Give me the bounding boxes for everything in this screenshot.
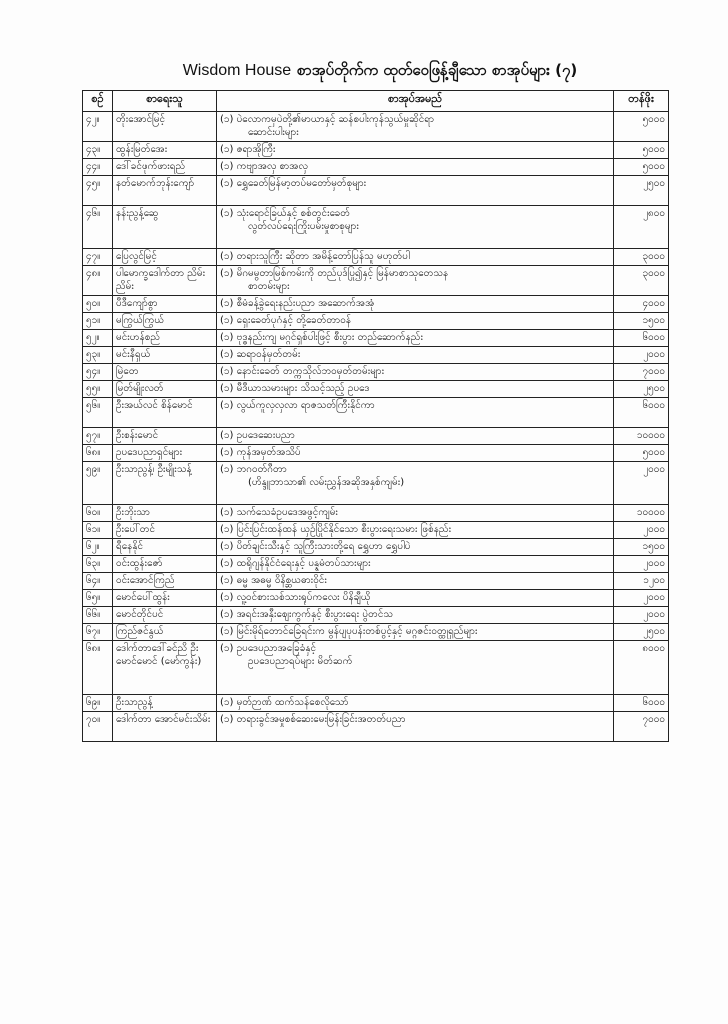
book-price: ၂၀၀၀ bbox=[614, 590, 669, 607]
author-name: ဥပဒေပညာရှင်များ bbox=[113, 445, 217, 462]
book-title-cell bbox=[217, 381, 614, 398]
book-price: ၂၀၀၀ bbox=[614, 522, 669, 539]
row-number: ၅၅။ bbox=[83, 381, 113, 398]
book-title: (၁) လူ့ဝင်စားသစ်သားရုပ်ကလေး ပိနိချီယို bbox=[220, 592, 371, 603]
author-name: ဒေါ်ခင်ဖုက်ဖားရည် bbox=[113, 159, 217, 176]
table-row bbox=[83, 445, 669, 462]
author-name: မကြွယ်ကြွယ် bbox=[113, 313, 217, 330]
author-name: ဦးပေါ်တင် bbox=[113, 522, 217, 539]
row-number: ၅၄။ bbox=[83, 364, 113, 381]
book-price: ၅၀၀၀ bbox=[614, 142, 669, 159]
table-row bbox=[83, 347, 669, 364]
author-name: ဒေါက်တာ အောင်မင်းသိမ်း bbox=[113, 712, 217, 742]
book-title: (၁) ကုန်အမှတ်အသိပ် bbox=[220, 447, 301, 458]
table-row bbox=[83, 712, 669, 742]
book-title: (၁) ရှေးခေတ်ပုဂံနှင့် တို့ခေတ်တာဝန် bbox=[220, 315, 351, 326]
row-number: ၆၅။ bbox=[83, 590, 113, 607]
author-name: ဦးအယ်လင် စိန်မောင် bbox=[113, 398, 217, 428]
author-name: မောင်တိုင်ပင် bbox=[113, 607, 217, 624]
book-price: ၃၀၀၀ bbox=[614, 266, 669, 296]
book-price: ၅၀၀၀ bbox=[614, 112, 669, 142]
table-row bbox=[83, 159, 669, 176]
book-title-cell bbox=[217, 296, 614, 313]
row-number: ၅၃။ bbox=[83, 347, 113, 364]
book-price: ၁၅၀၀ bbox=[614, 313, 669, 330]
author-name: ထွန်းမြတ်အေး bbox=[113, 142, 217, 159]
table-row bbox=[83, 206, 669, 249]
book-title-cell bbox=[217, 112, 614, 142]
row-number: ၆၀။ bbox=[83, 505, 113, 522]
row-number: ၆၇။ bbox=[83, 624, 113, 641]
book-title: (၁) ပြင်းပြင်းထန်ထန် ယှဉ်ပြိုင်နိုင်သော စီးပွားရေးသမား ဖြစ်နည်း bbox=[220, 524, 452, 535]
book-title-cell bbox=[217, 641, 614, 695]
row-number: ၄၂။ bbox=[83, 112, 113, 142]
book-price: ၂၈၀၀ bbox=[614, 206, 669, 249]
book-price: ၃၀၀၀ bbox=[614, 249, 669, 266]
book-price: ၅၀၀၀ bbox=[614, 159, 669, 176]
book-title-cell bbox=[217, 462, 614, 505]
book-title-cell bbox=[217, 330, 614, 347]
author-name: ဒေါက်တာဒေါ်ခင်ညိ ဦးမောင်မောင် (မော်ကွန်း) bbox=[113, 641, 217, 695]
table-row bbox=[83, 522, 669, 539]
book-price: ၁၂၀၀ bbox=[614, 573, 669, 590]
book-catalog-table bbox=[82, 90, 669, 742]
author-name: ဝင်းထွန်းဇော် bbox=[113, 556, 217, 573]
author-name: မောင်ပေါ်ထွန်း bbox=[113, 590, 217, 607]
table-row bbox=[83, 249, 669, 266]
table-row bbox=[83, 462, 669, 505]
book-title-cell bbox=[217, 712, 614, 742]
book-price: ၂၀၀၀ bbox=[614, 462, 669, 505]
row-number: ၅၉။ bbox=[83, 462, 113, 505]
author-name: နန်းညွန့်ဆွေ bbox=[113, 206, 217, 249]
column-header-author: စာရေးသူ bbox=[113, 91, 217, 112]
book-title: (၁) ပဲလောကမှပဲတို့၏မာယာနှင့် ဆန်စပါးကုန်သွယ်မှုဆိုင်ရာ bbox=[220, 114, 435, 125]
book-price: ၂၅၀၀ bbox=[614, 176, 669, 206]
book-title: (၁) ဥပဒေဆေးပညာ bbox=[220, 430, 295, 441]
book-title: (၁) နောင်းခေတ် တက္ကသိုလ်ဘဝမှတ်တမ်းများ bbox=[220, 366, 385, 377]
book-title: (၁) မြင်းမိုရ်တောင်ခြေရင်းက မွန်ပျပုပန်းတစ်ပွင့်နှင့် မဂ္ဂဇင်းဝတ္ထုရှည်များ bbox=[220, 626, 478, 637]
book-price: ၇၀၀၀ bbox=[614, 712, 669, 742]
author-name: ဦးစန်းမောင် bbox=[113, 428, 217, 445]
author-name: ဦးဘိုးသာ bbox=[113, 505, 217, 522]
row-number: ၆၉။ bbox=[83, 695, 113, 712]
book-title-cell bbox=[217, 539, 614, 556]
book-price: ၆၀၀၀ bbox=[614, 398, 669, 428]
table-row bbox=[83, 330, 669, 347]
table-row bbox=[83, 556, 669, 573]
book-title-cell bbox=[217, 364, 614, 381]
row-number: ၄၃။ bbox=[83, 142, 113, 159]
book-title-cell bbox=[217, 522, 614, 539]
table-row bbox=[83, 573, 669, 590]
table-row bbox=[83, 296, 669, 313]
table-header-row bbox=[83, 91, 669, 112]
author-name: နတ်မောက်ဘုန်းကျော် bbox=[113, 176, 217, 206]
book-price: ၂၀၀၀ bbox=[614, 556, 669, 573]
table-row bbox=[83, 381, 669, 398]
table-row bbox=[83, 428, 669, 445]
row-number: ၅၂။ bbox=[83, 330, 113, 347]
book-title-cell bbox=[217, 142, 614, 159]
book-price: ၂၀၀၀ bbox=[614, 607, 669, 624]
book-title: (၁) ဇရာအိုကြီး bbox=[220, 144, 276, 155]
book-title-cell bbox=[217, 607, 614, 624]
row-number: ၄၈။ bbox=[83, 266, 113, 296]
author-name: ပီဒီကျော်စွာ bbox=[113, 296, 217, 313]
row-number: ၄၅။ bbox=[83, 176, 113, 206]
row-number: ၆၃။ bbox=[83, 556, 113, 573]
book-title: (၁) ဘဂဝတ်ဂီတာ bbox=[220, 464, 287, 475]
book-title-cell bbox=[217, 266, 614, 296]
row-number: ၄၆။ bbox=[83, 206, 113, 249]
row-number: ၆၂။ bbox=[83, 539, 113, 556]
book-price: ၆၀၀၀ bbox=[614, 695, 669, 712]
author-name: ဦးသာညွန့် bbox=[113, 695, 217, 712]
book-title: (၁) အရင်းအနှီးဈေးကွက်နှင့် စီးပွားရေး ပွဲတင်သ bbox=[220, 609, 394, 620]
book-title: (၁) ရွှေခေတ်မြန်မာ့တပ်မတော်မှတ်စုများ bbox=[220, 178, 367, 189]
table-row bbox=[83, 176, 669, 206]
book-price: ၁၀၀၀၀ bbox=[614, 428, 669, 445]
book-title-continued: စာတမ်းများ bbox=[248, 281, 290, 292]
book-title: (၁) မိဂမမွတာမြစ်ကမ်းကို တည်ပုဒ်ပြု၍နှင့် မြန်မာစာသုတေသန bbox=[220, 268, 449, 279]
table-row bbox=[83, 641, 669, 695]
catalog-title: စာအုပ်တိုက်က ထုတ်ဝေဖြန့်ချီသော စာအုပ်များ (၇) bbox=[297, 61, 578, 79]
row-number: ၄၄။ bbox=[83, 159, 113, 176]
row-number: ၆၆။ bbox=[83, 607, 113, 624]
book-title-cell bbox=[217, 398, 614, 428]
book-price: ၂၀၀၀ bbox=[614, 347, 669, 364]
book-price: ၁၅၀၀ bbox=[614, 539, 669, 556]
book-title: (၁) တရားခွင်အမှုစစ်ဆေးမေးမြန်းခြင်းအတတ်ပညာ bbox=[220, 714, 406, 725]
table-row bbox=[83, 539, 669, 556]
book-title-continued: ဥပဒေပညာရပ်များ မိတ်ဆက် bbox=[248, 656, 353, 667]
column-header-title: စာအုပ်အမည် bbox=[217, 91, 614, 112]
table-row bbox=[83, 112, 669, 142]
row-number: ၅၀။ bbox=[83, 296, 113, 313]
author-name: ပါမောက္ခဒေါက်တာ ညိမ်းညိမ်း bbox=[113, 266, 217, 296]
author-name: မင်းဟန်စည် bbox=[113, 330, 217, 347]
book-title: (၁) ပိတ်ချင်းသီးနှင့် သူကြီးသားတို့ရေ ရွှေဟာ ရွှေပါပဲ bbox=[220, 541, 411, 552]
row-number: ၅၁။ bbox=[83, 313, 113, 330]
book-title-continued: ဆောင်းပါးများ bbox=[248, 127, 299, 138]
book-title-cell bbox=[217, 573, 614, 590]
row-number: ၆၈။ bbox=[83, 445, 113, 462]
table-row bbox=[83, 695, 669, 712]
book-title: (၁) ထရိုဂျန်နိုင်ငံရေးနှင့် ပန္နမံတပ်သားများ bbox=[220, 558, 371, 569]
table-row bbox=[83, 364, 669, 381]
table-row bbox=[83, 590, 669, 607]
author-name: မင်းနီရှယ် bbox=[113, 347, 217, 364]
book-price: ၄၀၀၀ bbox=[614, 296, 669, 313]
book-title-cell bbox=[217, 206, 614, 249]
author-name: ရီနေနိုင် bbox=[113, 539, 217, 556]
row-number: ၆၁။ bbox=[83, 522, 113, 539]
book-price: ၈၀၀၀ bbox=[614, 641, 669, 695]
table-row bbox=[83, 313, 669, 330]
book-title: (၁) မှတ်ဉာဏ် ထက်သန်စေလိုသော် bbox=[220, 697, 349, 708]
book-title: (၁) ဆရာဝန်မှတ်တမ်း bbox=[220, 349, 301, 360]
author-name: တိုးအောင်မြင့် bbox=[113, 112, 217, 142]
book-price: ၅၀၀၀ bbox=[614, 445, 669, 462]
book-price: ၂၅၀၀ bbox=[614, 624, 669, 641]
book-title-cell bbox=[217, 249, 614, 266]
book-title: (၁) လွယ်ကူလှလှလာ ရာဇသတ်ကြီးနိုင်ကာ bbox=[220, 400, 375, 411]
book-title-cell bbox=[217, 313, 614, 330]
row-number: ၄၇။ bbox=[83, 249, 113, 266]
book-title-cell bbox=[217, 445, 614, 462]
row-number: ၆၄။ bbox=[83, 573, 113, 590]
book-title: (၁) ဗုဒ္ဓနည်းကျ မဂ္ဂင်ရှစ်ပါးဖြင့် စီးပွား တည်ဆောက်နည်း bbox=[220, 332, 423, 343]
book-title: (၁) သက်သေခံဥပဒေအဖွင့်ကျမ်း bbox=[220, 507, 338, 518]
book-price: ၇၀၀၀ bbox=[614, 364, 669, 381]
author-name: ဦးသာညွန့်၊ ဦးမျိုးသန့် bbox=[113, 462, 217, 505]
book-title-continued: (ဟိန္ဒူဘာသာ၏ လမ်းညွှန်အဆိုအနှစ်ကျမ်း) bbox=[248, 477, 405, 488]
book-title: (၁) ဓမ္မ အဓမ္မ ဝိနိစ္ဆယဓားဝိုင်း bbox=[220, 575, 327, 586]
column-header-price: တန်ဖိုး bbox=[614, 91, 669, 112]
book-title-continued: လွတ်လပ်ရေးကြိုးပမ်းမှုစာစုများ bbox=[248, 221, 359, 232]
table-row bbox=[83, 142, 669, 159]
table-row bbox=[83, 398, 669, 428]
table-row bbox=[83, 505, 669, 522]
book-title-cell bbox=[217, 590, 614, 607]
book-price: ၆၀၀၀ bbox=[614, 330, 669, 347]
table-row bbox=[83, 607, 669, 624]
author-name: ကြည်ဇင်နွယ် bbox=[113, 624, 217, 641]
book-title: (၁) ဥပဒေပညာအခြေခံနှင့် bbox=[220, 643, 317, 654]
row-number: ၇၀။ bbox=[83, 712, 113, 742]
book-title-cell bbox=[217, 505, 614, 522]
table-row bbox=[83, 266, 669, 296]
author-name: မြဲတေ bbox=[113, 364, 217, 381]
page-title bbox=[60, 60, 700, 88]
book-title-cell bbox=[217, 176, 614, 206]
book-title-cell bbox=[217, 695, 614, 712]
author-name: ပြေလွင်မြင့် bbox=[113, 249, 217, 266]
row-number: ၆၈။ bbox=[83, 641, 113, 695]
book-title-cell bbox=[217, 624, 614, 641]
book-title: (၁) တရားသူကြီး ဆိုတာ အမိန့်တော်ပြန်သူ မဟုတ်ပါ bbox=[220, 251, 410, 262]
table-body bbox=[83, 112, 669, 742]
table-row bbox=[83, 624, 669, 641]
book-title: (၁) မီဒီယာသမားများ သိသင့်သည့် ဥပဒေ bbox=[220, 383, 370, 394]
column-header-no: စဉ် bbox=[83, 91, 113, 112]
book-title-cell bbox=[217, 159, 614, 176]
author-name: ဝင်းအောင်ကြည် bbox=[113, 573, 217, 590]
book-price: ၂၅၀၀ bbox=[614, 381, 669, 398]
book-title: (၁) စီမံခန့်ခွဲရေးနည်းပညာ အဆောက်အအုံ bbox=[220, 298, 375, 309]
book-title: (၁) ကဗျာအလှ စာအလှ bbox=[220, 161, 308, 172]
book-title-cell bbox=[217, 556, 614, 573]
book-title-cell bbox=[217, 347, 614, 364]
book-title: (၁) သုံးရောင်ခြယ်နှင့် စစ်တွင်းခေတ် bbox=[220, 208, 351, 219]
author-name: မြတ်မျိုးလတ် bbox=[113, 381, 217, 398]
row-number: ၅၆။ bbox=[83, 398, 113, 428]
publisher-name: Wisdom House bbox=[182, 62, 292, 79]
book-title-cell bbox=[217, 428, 614, 445]
row-number: ၅၇။ bbox=[83, 428, 113, 445]
book-price: ၁၀၀၀၀ bbox=[614, 505, 669, 522]
